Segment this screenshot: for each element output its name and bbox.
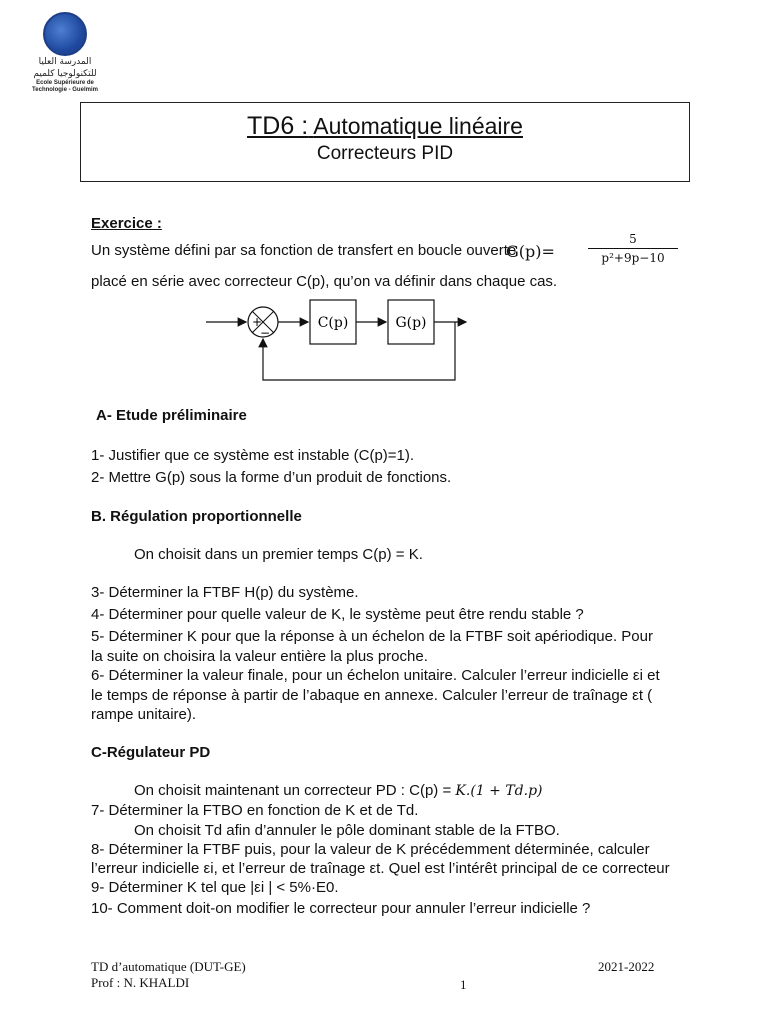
question-10: 10- Comment doit-on modifier le correcteur pour annuler l’erreur indicielle ? (91, 900, 591, 917)
question-5-line1: 5- Déterminer K pour que la réponse à un échelon de la FTBF soit apériodique. Pour (91, 628, 653, 645)
logo-french-line2: Technologie - Guelmim (32, 87, 98, 93)
section-c-choice (134, 781, 674, 801)
page-number: 1 (460, 977, 467, 992)
transfer-function-fraction (588, 230, 678, 267)
page-subtitle: Correcteurs PID (316, 143, 454, 164)
section-c-choice-text: On choisit maintenant un correcteur PD : C(p) = (134, 782, 452, 799)
question-6-line3: rampe unitaire). (91, 706, 197, 723)
section-c-title: C-Régulateur PD (91, 744, 211, 761)
section-b-title: B. Régulation proportionnelle (91, 508, 302, 525)
question-4: 4- Déterminer pour quelle valeur de K, le système peut être rendu stable ? (91, 606, 584, 623)
question-5-line2: la suite on choisira la valeur entière la plus proche. (91, 648, 428, 665)
pd-formula: K.(1 + Td.p) (455, 783, 543, 799)
transfer-function-lhs: G(p)= (506, 242, 555, 261)
question-8-line2: l’erreur indicielle εi, et l’erreur de traînage εt. Quel est l’intérêt principal de ce correcteur (91, 860, 670, 877)
title-text: Automatique linéaire (313, 113, 523, 139)
footer-prof: Prof : N. KHALDI (91, 975, 190, 990)
question-9: 9- Déterminer K tel que |εi | < 5%·E0. (91, 879, 339, 896)
logo-french-line1: Ecole Supérieure de (36, 80, 94, 86)
question-6-line2: le temps de réponse à partir de l’abaque en annexe. Calculer l’erreur de traînage εt ( (91, 687, 653, 704)
section-a-title: A- Etude préliminaire (96, 407, 247, 424)
question-1: 1- Justifier que ce système est instable (C(p)=1). (91, 447, 415, 464)
exercise-label: Exercice : (91, 215, 162, 232)
controller-block-label: C(p) (317, 315, 349, 331)
transfer-function-denominator: p²+9p−10 (601, 251, 665, 265)
plant-block-label: G(p) (395, 315, 427, 331)
footer-course: TD d’automatique (DUT-GE) (91, 959, 246, 974)
footer-year: 2021-2022 (598, 959, 655, 974)
transfer-function-numerator: 5 (629, 232, 637, 246)
exercise-intro-line2: placé en série avec correcteur C(p), qu’on va définir dans chaque cas. (91, 273, 558, 290)
question-2: 2- Mettre G(p) sous la forme d’un produit de fonctions. (91, 469, 452, 486)
page-title (81, 111, 689, 141)
block-diagram (200, 296, 480, 388)
td-choice-note: On choisit Td afin d’annuler le pôle dominant stable de la FTBO. (134, 822, 560, 839)
question-6-line1: 6- Déterminer la valeur finale, pour un échelon unitaire. Calculer l’erreur indicielle εi et (91, 667, 660, 684)
question-8-line1: 8- Déterminer la FTBF puis, pour la valeur de K précédemment déterminée, calculer (91, 841, 650, 858)
section-b-choice: On choisit dans un premier temps C(p) = K. (134, 546, 423, 563)
logo-arabic-line1: المدرسة العليا (38, 57, 92, 67)
school-logo (20, 12, 110, 94)
td-number: TD6 : (247, 112, 309, 140)
sum-minus-sign: − (260, 326, 271, 340)
sum-plus-sign: + (252, 315, 263, 329)
exercise-intro-line1: Un système défini par sa fonction de transfert en boucle ouverte (91, 242, 517, 259)
question-7: 7- Déterminer la FTBO en fonction de K et de Td. (91, 802, 419, 819)
school-emblem-icon (43, 12, 87, 56)
question-3: 3- Déterminer la FTBF H(p) du système. (91, 584, 359, 601)
title-box (80, 102, 690, 182)
logo-arabic-line2: للتكنولوجيا كلميم (33, 69, 97, 79)
